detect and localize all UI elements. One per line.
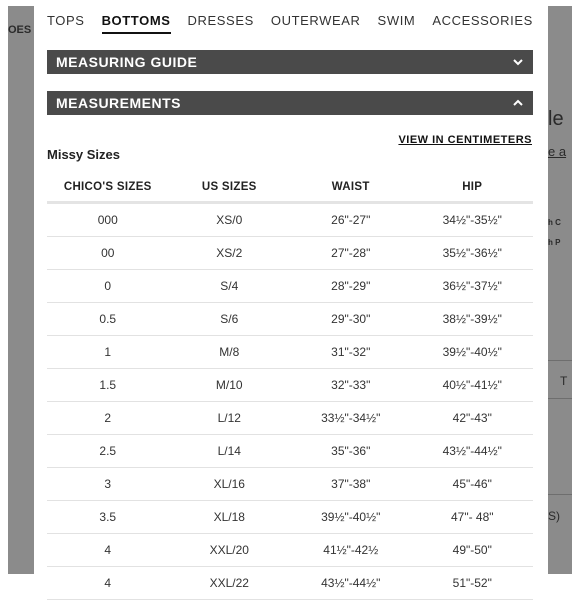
table-cell: 43½"-44½" (290, 567, 412, 600)
table-body (47, 203, 533, 600)
table-cell: XS/0 (169, 203, 291, 237)
table-cell: 43½"-44½" (412, 435, 534, 468)
table-cell: 00 (47, 237, 169, 270)
table-cell: 41½"-42½ (290, 534, 412, 567)
column-header: CHICO'S SIZES (47, 172, 169, 203)
table-row (47, 534, 533, 567)
table-cell: 39½"-40½" (412, 336, 534, 369)
tab-bottoms[interactable]: BOTTOMS (102, 13, 171, 34)
measuring-guide-title: MEASURING GUIDE (56, 54, 198, 70)
table-row (47, 336, 533, 369)
view-in-centimeters-link[interactable]: VIEW IN CENTIMETERS (398, 134, 532, 146)
table-cell: 3 (47, 468, 169, 501)
table-cell: XL/18 (169, 501, 291, 534)
table-cell: 1.5 (47, 369, 169, 402)
table-cell: 37"-38" (290, 468, 412, 501)
table-cell: 31"-32" (290, 336, 412, 369)
background-fragment: h P (548, 238, 561, 247)
table-cell: 33½"-34½" (290, 402, 412, 435)
column-header: US SIZES (169, 172, 291, 203)
chevron-up-icon (511, 96, 525, 110)
table-cell: 4 (47, 534, 169, 567)
table-cell: 51"-52" (412, 567, 534, 600)
table-cell: 42"-43" (412, 402, 534, 435)
table-cell: 47"- 48" (412, 501, 534, 534)
table-row (47, 435, 533, 468)
tab-outerwear[interactable]: OUTERWEAR (270, 13, 361, 28)
table-cell: XXL/20 (169, 534, 291, 567)
background-divider (548, 360, 572, 361)
background-fragment: e a (548, 144, 567, 159)
chevron-down-icon (511, 55, 525, 69)
table-row (47, 203, 533, 237)
table-row (47, 567, 533, 600)
table-cell: 2 (47, 402, 169, 435)
table-cell: 45"-46" (412, 468, 534, 501)
table-row (47, 501, 533, 534)
background-fragment: OES (8, 24, 32, 36)
table-cell: M/10 (169, 369, 291, 402)
table-row (47, 468, 533, 501)
measurements-title: MEASUREMENTS (56, 95, 182, 111)
background-fragment: T (560, 374, 568, 388)
measurements-header[interactable] (47, 91, 533, 115)
table-cell: 32"-33" (290, 369, 412, 402)
table-cell: L/14 (169, 435, 291, 468)
table-row (47, 237, 533, 270)
table-cell: 35"-36" (290, 435, 412, 468)
table-row (47, 369, 533, 402)
tab-accessories[interactable]: ACCESSORIES (432, 13, 533, 28)
background-divider (548, 494, 572, 495)
table-cell: 000 (47, 203, 169, 237)
tab-dresses[interactable]: DRESSES (187, 13, 254, 28)
table-cell: 36½"-37½" (412, 270, 534, 303)
table-row (47, 402, 533, 435)
table-cell: 4 (47, 567, 169, 600)
table-cell: L/12 (169, 402, 291, 435)
table-cell: 28"-29" (290, 270, 412, 303)
table-cell: 1 (47, 336, 169, 369)
table-cell: 0.5 (47, 303, 169, 336)
table-cell: 38½"-39½" (412, 303, 534, 336)
table-cell: 40½"-41½" (412, 369, 534, 402)
category-tabs (47, 13, 550, 34)
table-row (47, 270, 533, 303)
table-header-row (47, 172, 533, 203)
table-cell: 0 (47, 270, 169, 303)
table-row (47, 303, 533, 336)
table-cell: S/4 (169, 270, 291, 303)
tab-tops[interactable]: TOPS (47, 13, 85, 28)
table-cell: 39½"-40½" (290, 501, 412, 534)
table-cell: 26"-27" (290, 203, 412, 237)
measuring-guide-header[interactable] (47, 50, 533, 74)
table-cell: 27"-28" (290, 237, 412, 270)
table-cell: 2.5 (47, 435, 169, 468)
size-table (47, 172, 533, 600)
background-fragment: h C (548, 218, 561, 227)
size-chart-modal (34, 6, 548, 590)
background-fragment: S) (548, 509, 560, 523)
table-cell: XXL/22 (169, 567, 291, 600)
table-cell: 49"-50" (412, 534, 534, 567)
table-cell: 3.5 (47, 501, 169, 534)
table-cell: S/6 (169, 303, 291, 336)
background-fragment: le (548, 108, 564, 130)
table-cell: XL/16 (169, 468, 291, 501)
table-cell: XS/2 (169, 237, 291, 270)
section-title: Missy Sizes (47, 147, 120, 162)
column-header: WAIST (290, 172, 412, 203)
table-cell: 34½"-35½" (412, 203, 534, 237)
table-cell: M/8 (169, 336, 291, 369)
table-cell: 35½"-36½" (412, 237, 534, 270)
background-divider (548, 398, 572, 399)
tab-swim[interactable]: SWIM (377, 13, 416, 28)
table-cell: 29"-30" (290, 303, 412, 336)
column-header: HIP (412, 172, 534, 203)
